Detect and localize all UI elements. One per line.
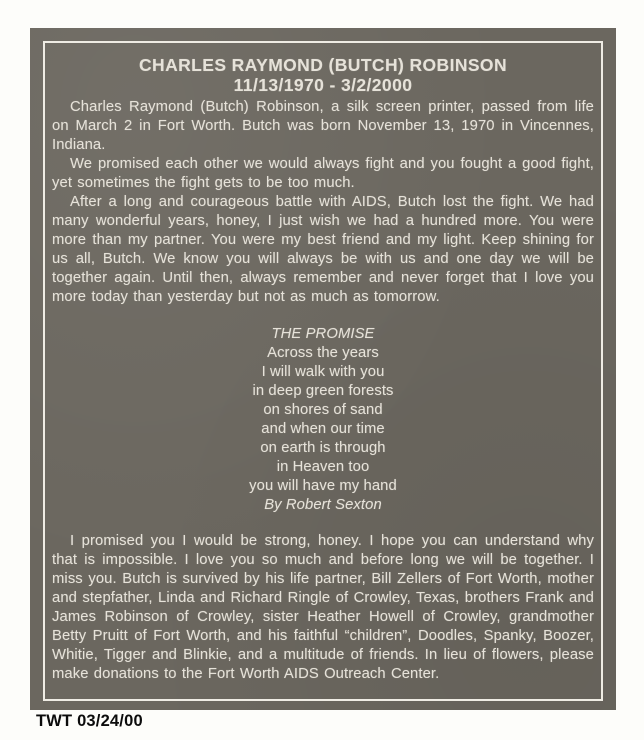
poem-line: on shores of sand bbox=[263, 402, 383, 418]
closing-paragraph: I promised you I would be strong, honey. I hope you can understand why that is impossible. I love you so much and before long we will be together. I miss you. Butch is survived by his life partner, Bill Zellers of Fort Worth, mother and stepfather, Linda and Richard Ringle of Crowley, Texas, brothers Frank and James Robinson of Crowley, sister Heather Howell of Crowley, grandmother Betty Pruitt of Fort Worth, and his faithful “children”, Doodles, Spanky, Boozer, Whitie, Tigger and Blinkie, and a multitude of friends. In lieu of flowers, please make donations to the Fort Worth AIDS Outreach Center. bbox=[52, 533, 594, 682]
poem-attribution: By Robert Sexton bbox=[264, 497, 382, 513]
obituary-paragraph: Charles Raymond (Butch) Robinson, a silk screen printer, passed from life on March 2 in Fort Worth. Butch was born November 13, 1970 in Vincennes, Indiana. bbox=[52, 99, 594, 153]
memorial-title: CHARLES RAYMOND (BUTCH) ROBINSON bbox=[139, 55, 507, 75]
poem-title: THE PROMISE bbox=[271, 326, 375, 342]
poem-line: and when our time bbox=[261, 421, 385, 437]
poem-line: in deep green forests bbox=[252, 383, 394, 399]
poem-block bbox=[52, 325, 594, 515]
poem-line: I will walk with you bbox=[261, 364, 385, 380]
poem-line: Across the years bbox=[267, 345, 379, 361]
memorial-clipping-panel bbox=[30, 28, 616, 710]
obituary-paragraphs bbox=[52, 98, 594, 307]
poem-lines bbox=[52, 344, 594, 496]
source-caption: TWT 03/24/00 bbox=[36, 711, 143, 730]
poem-line: you will have my hand bbox=[249, 478, 397, 494]
poem-line: in Heaven too bbox=[276, 459, 370, 475]
memorial-dates: 11/13/1970 - 3/2/2000 bbox=[233, 75, 413, 95]
poem-line: on earth is through bbox=[260, 440, 386, 456]
obituary-paragraph: We promised each other we would always fight and you fought a good fight, yet sometimes the fight gets to be too much. bbox=[52, 156, 594, 191]
obituary-paragraph: After a long and courageous battle with AIDS, Butch lost the fight. We had many wonderful years, honey, I just wish we had a hundred more. You were more than my partner. You were my best friend and my light. Keep shining for us all, Butch. We know you will always be with us and one day we will be together again. Until then, always remember and never forget that I love you more today than yesterday but not as much as tomorrow. bbox=[52, 194, 594, 305]
border-frame bbox=[43, 41, 603, 701]
